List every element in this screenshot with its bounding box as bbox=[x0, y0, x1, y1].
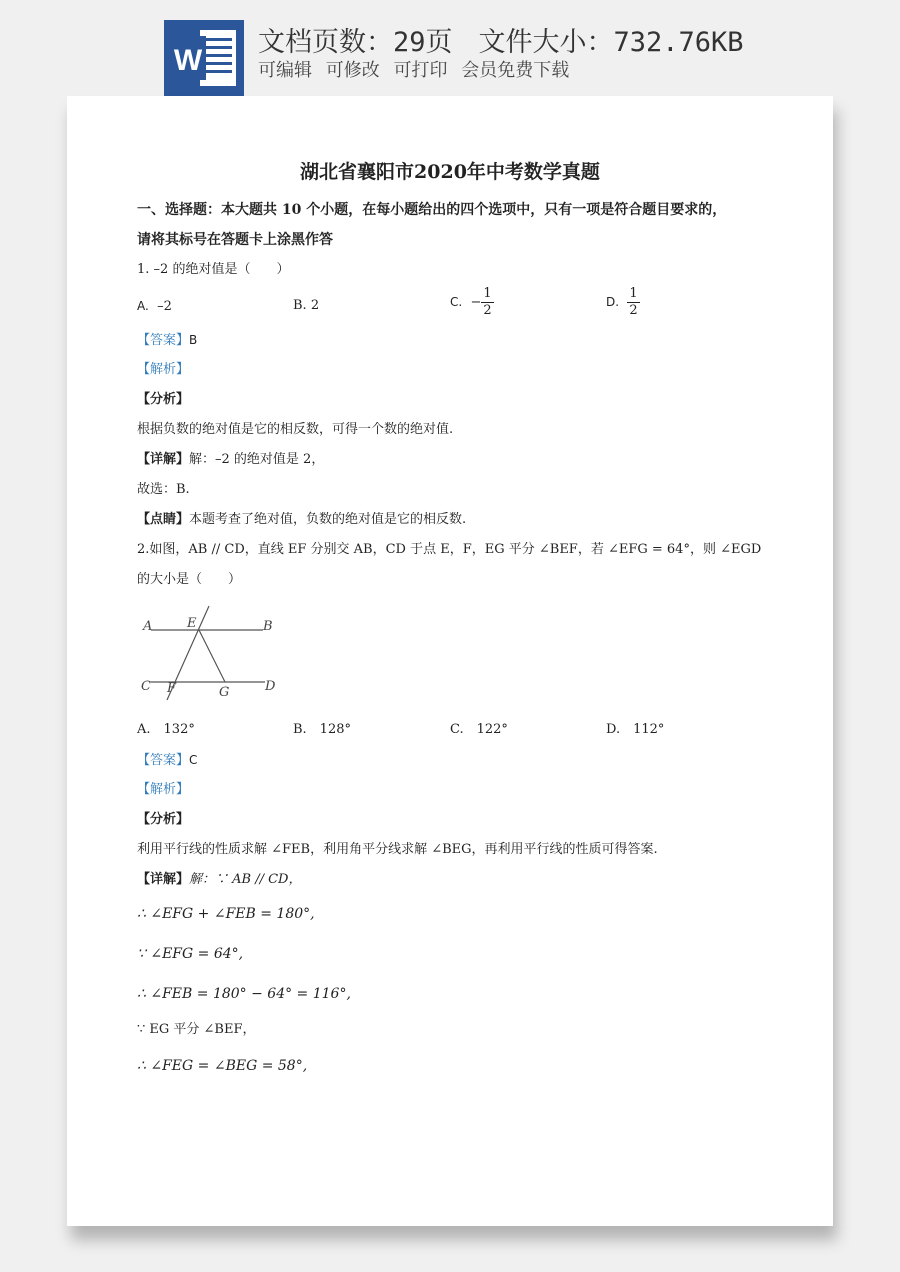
q1-answer: 【答案】B bbox=[137, 333, 198, 348]
svg-text:W: W bbox=[173, 44, 203, 77]
q1-option-d-fraction: $\frac{1}{2}$ bbox=[629, 286, 638, 318]
q2-step1: ∴ ∠EFG + ∠FEB = 180°, bbox=[137, 906, 315, 922]
feature-printable: 可打印 bbox=[393, 60, 448, 81]
word-document-icon bbox=[164, 20, 244, 96]
q2-geometry-diagram bbox=[137, 600, 287, 704]
q2-analysis-tag: 【解析】 bbox=[137, 782, 190, 797]
label-g: G bbox=[219, 685, 230, 700]
feature-list bbox=[258, 56, 577, 82]
q1-stem: 1. –2 的绝对值是（ ） bbox=[137, 262, 290, 277]
section-heading-line2: 请将其标号在答题卡上涂黑作答 bbox=[137, 232, 333, 248]
file-stats bbox=[258, 20, 744, 59]
q2-step3: ∴ ∠FEB = 180° − 64° = 116°, bbox=[137, 986, 351, 1002]
label-a: A bbox=[143, 619, 153, 634]
document-info-header bbox=[0, 0, 900, 100]
label-b: B bbox=[263, 619, 273, 634]
q1-dianjing: 【点睛】本题考查了绝对值，负数的绝对值是它的相反数. bbox=[137, 512, 467, 527]
q2-fenxi-text: 利用平行线的性质求解 ∠FEB，利用角平分线求解 ∠BEG，再利用平行线的性质可得答案. bbox=[137, 842, 658, 857]
feature-editable: 可编辑 bbox=[258, 60, 312, 81]
q1-option-a: A. –2 bbox=[137, 299, 172, 314]
q1-fenxi-tag: 【分析】 bbox=[137, 392, 190, 407]
label-f: F bbox=[167, 681, 177, 696]
q2-option-c: C. 122° bbox=[450, 722, 508, 737]
q2-step4: ∵ EG 平分 ∠BEF， bbox=[137, 1022, 256, 1037]
q1-xiangjie: 【详解】解：–2 的绝对值是 2， bbox=[137, 452, 325, 467]
q2-stem-line1: 2.如图，AB // CD，直线 EF 分别交 AB，CD 于点 E，F，EG 平分 ∠BEF，若 ∠EFG = 64°，则 ∠EGD bbox=[137, 542, 762, 557]
q1-option-c-fraction: $\frac{1}{2}$ bbox=[483, 286, 492, 318]
file-size: 文件大小：732.76KB bbox=[478, 27, 744, 58]
line-eg bbox=[199, 630, 225, 682]
label-c: C bbox=[141, 679, 151, 694]
page-count: 文档页数：29页 bbox=[258, 27, 453, 58]
q2-step5: ∴ ∠FEG = ∠BEG = 58°, bbox=[137, 1058, 308, 1074]
document-page bbox=[67, 96, 833, 1226]
q2-stem-line2: 的大小是（ ） bbox=[137, 572, 242, 587]
q2-xiangjie: 【详解】解：∵ AB // CD， bbox=[137, 872, 302, 887]
q1-guxuan: 故选：B. bbox=[137, 482, 190, 497]
q1-option-d: D. $\frac{1}{2}$ bbox=[606, 286, 638, 318]
page-title: 湖北省襄阳市2020年中考数学真题 bbox=[300, 161, 600, 183]
label-d: D bbox=[265, 679, 276, 694]
q2-option-d: D. 112° bbox=[606, 722, 665, 737]
feature-modifiable: 可修改 bbox=[325, 60, 380, 81]
q2-option-a: A. 132° bbox=[137, 722, 195, 737]
q1-fenxi-text: 根据负数的绝对值是它的相反数，可得一个数的绝对值. bbox=[137, 422, 454, 437]
q2-fenxi-tag: 【分析】 bbox=[137, 812, 190, 827]
q1-option-b: B. 2 bbox=[293, 298, 320, 313]
q2-option-b: B. 128° bbox=[293, 722, 351, 737]
q1-option-c: C. − $\frac{1}{2}$ bbox=[450, 286, 492, 318]
section-heading-line1: 一、选择题：本大题共 10 个小题，在每小题给出的四个选项中，只有一项是符合题目要求的， bbox=[137, 202, 727, 218]
q2-answer: 【答案】C bbox=[137, 753, 198, 768]
q1-analysis-tag: 【解析】 bbox=[137, 362, 190, 377]
feature-member-download: 会员免费下载 bbox=[461, 60, 570, 81]
label-e: E bbox=[187, 616, 197, 631]
q2-step2: ∵ ∠EFG = 64°, bbox=[137, 946, 244, 962]
